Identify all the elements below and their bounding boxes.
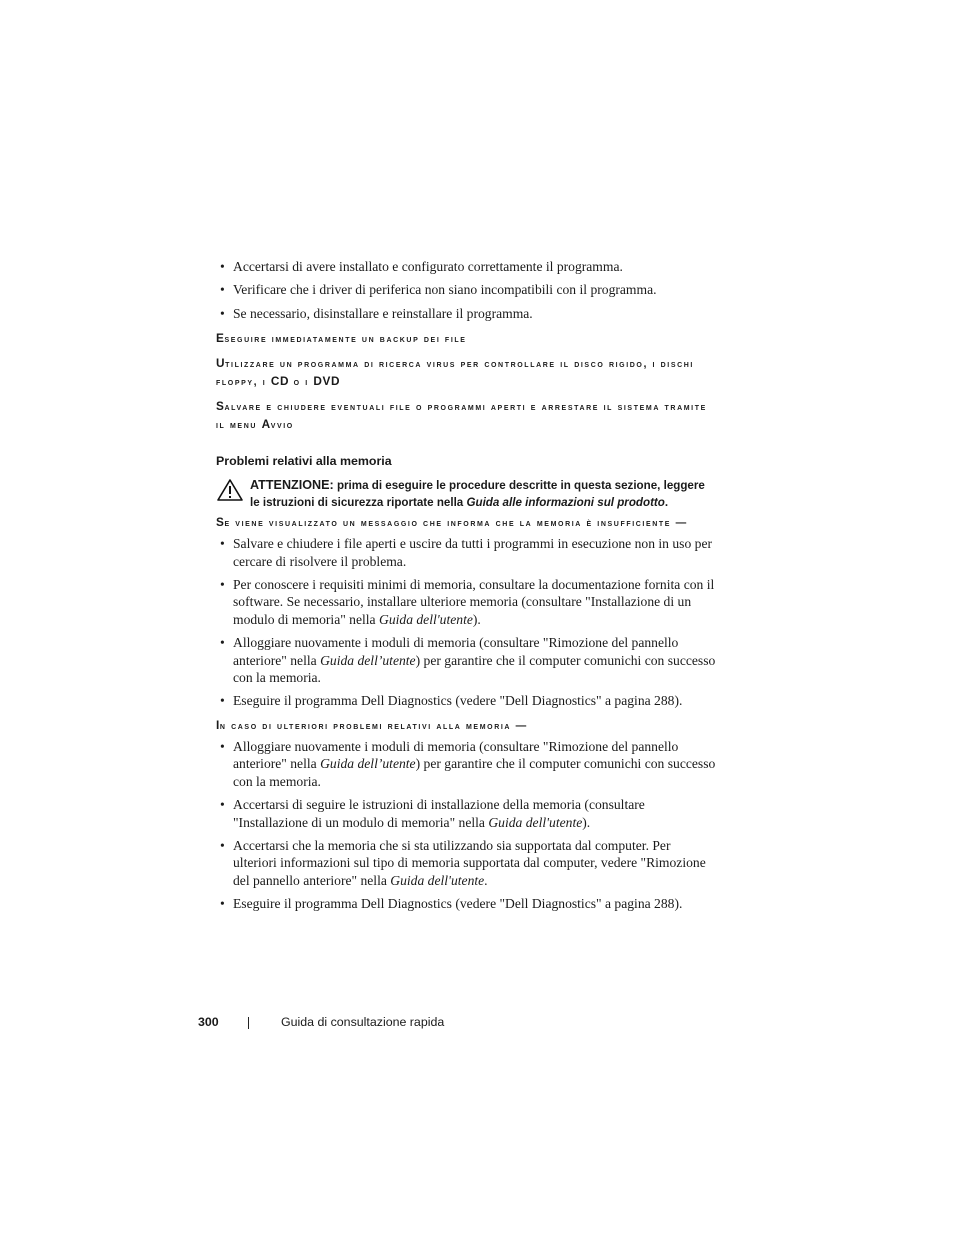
guide-title: Guida dell'utente bbox=[390, 872, 485, 888]
list-item bbox=[216, 692, 716, 709]
list-item-text: Eseguire il programma Dell Diagnostics (vedere "Dell Diagnostics" a pagina 288). bbox=[233, 896, 683, 912]
page-number: 300 bbox=[198, 1015, 219, 1029]
list-item-text: Se necessario, disinstallare e reinstallare il programma. bbox=[233, 305, 533, 321]
list-item bbox=[216, 634, 716, 686]
list-item bbox=[216, 281, 716, 298]
warning-triangle-icon bbox=[216, 478, 244, 502]
footer-title: Guida di consultazione rapida bbox=[281, 1015, 445, 1029]
list-item-text: Accertarsi che la memoria che si sta utilizzando sia supportata dal computer. Per ulteriori informazioni sul tipo di memoria supportata dal computer, vedere "Rimozione del pannello anteriore" nella bbox=[233, 837, 706, 888]
guide-title: Guida dell’utente bbox=[320, 756, 416, 772]
caution-end: . bbox=[664, 496, 669, 510]
list-item-text: . bbox=[484, 872, 488, 888]
list-item-text: ). bbox=[582, 814, 591, 830]
list-item-text: Eseguire il programma Dell Diagnostics (vedere "Dell Diagnostics" a pagina 288). bbox=[233, 693, 683, 709]
list-item bbox=[216, 895, 716, 912]
heading-virus-scan: Utilizzare un programma di ricerca virus per controllare il disco rigido, i dischi floppy, i CD o i DVD bbox=[216, 356, 694, 389]
bullet-list-further-problems bbox=[216, 738, 716, 913]
list-item bbox=[216, 837, 716, 889]
caution-label: ATTENZIONE: bbox=[250, 478, 334, 493]
list-item bbox=[216, 305, 716, 322]
list-item-text: Accertarsi di avere installato e configurato correttamente il programma. bbox=[233, 259, 623, 274]
list-item-text: ) per garantire che il computer comunichi con successo con la memoria. bbox=[233, 652, 716, 686]
list-item bbox=[216, 576, 716, 628]
heading-further-problems: In caso di ulteriori problemi relativi alla memoria — bbox=[216, 717, 528, 732]
guide-title: Guida dell’utente bbox=[320, 652, 416, 668]
caution-text: prima di eseguire le procedure descritte in questa sezione, leggere le istruzioni di sicurezza riportate nella bbox=[250, 479, 705, 510]
page-content bbox=[216, 258, 716, 913]
list-item bbox=[216, 535, 716, 570]
heading-save-shutdown: Salvare e chiudere eventuali file o programmi aperti e arrestare il sistema tramite il menu Avvio bbox=[216, 399, 707, 432]
section-title: Problemi relativi alla memoria bbox=[216, 454, 392, 469]
bullet-list-memory-insufficient bbox=[216, 535, 716, 710]
list-item bbox=[216, 738, 716, 790]
guide-title: Guida dell'utente bbox=[379, 611, 473, 627]
list-item bbox=[216, 796, 716, 831]
list-item-text: Alloggiare nuovamente i moduli di memoria (consultare "Rimozione del pannello anteriore" nella bbox=[233, 738, 679, 772]
heading-backup: Eseguire immediatamente un backup dei file bbox=[216, 331, 467, 346]
caution-notice bbox=[216, 477, 716, 511]
guide-title: Guida dell'utente bbox=[488, 814, 583, 830]
heading-memory-insufficient: Se viene visualizzato un messaggio che informa che la memoria è insufficiente — bbox=[216, 515, 688, 530]
list-item-text: Verificare che i driver di periferica non siano incompatibili con il programma. bbox=[233, 282, 657, 298]
list-item-text: Per conoscere i requisiti minimi di memoria, consultare la documentazione fornita con il software. Se necessario, installare ulteriore memoria (consultare "Installazione di un modulo di memoria" nella bbox=[233, 577, 715, 627]
list-item-text: Alloggiare nuovamente i moduli di memoria (consultare "Rimozione del pannello anteriore" nella bbox=[233, 635, 679, 668]
list-item-text: Accertarsi di seguire le istruzioni di installazione della memoria (consultare "Installazione di un modulo di memoria" nella bbox=[233, 797, 645, 830]
list-item-text: Salvare e chiudere i file aperti e uscire da tutti i programmi in esecuzione non in uso per cercare di risolvere il problema. bbox=[233, 536, 713, 569]
caution-guide-title: Guida alle informazioni sul prodotto bbox=[466, 496, 665, 510]
bullet-list-program bbox=[216, 258, 716, 322]
list-item-text: ) per garantire che il computer comunichi con successo con la memoria. bbox=[233, 756, 716, 789]
list-item bbox=[216, 258, 716, 275]
list-item-text: ). bbox=[472, 611, 481, 627]
footer-separator bbox=[248, 1017, 249, 1029]
